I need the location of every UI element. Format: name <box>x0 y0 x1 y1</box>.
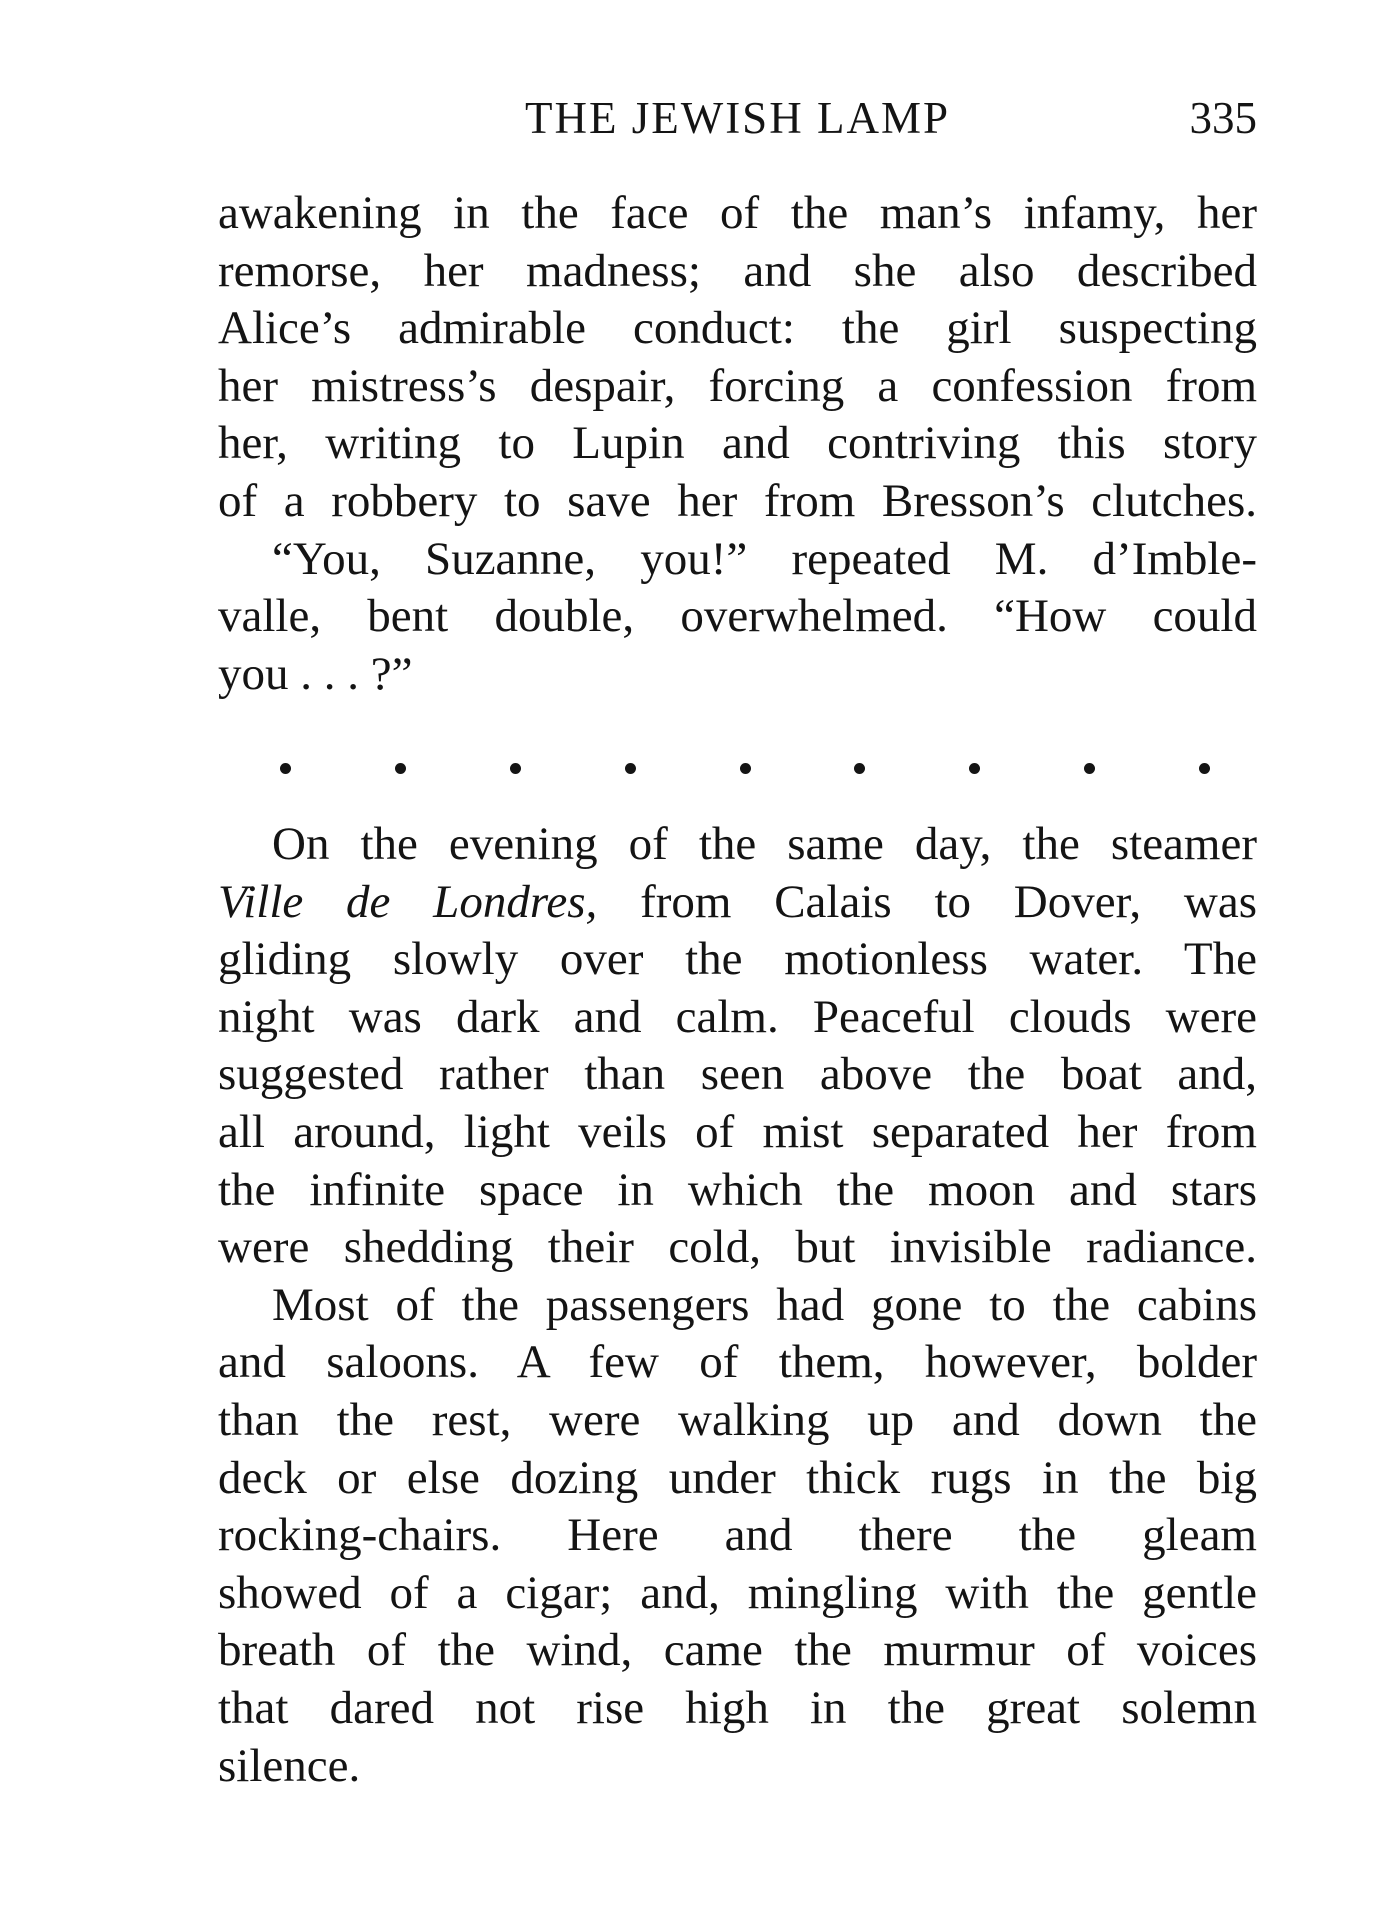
text-line: On the evening of the same day, the steamer <box>272 818 1257 870</box>
text-line: that dared not rise high in the great solemn <box>218 1681 1257 1734</box>
text-line: “You, Suzanne, you!” repeated M. d’Imble- <box>272 532 1257 585</box>
text-line: breath of the wind, came the murmur of voices <box>218 1624 1257 1677</box>
section-break-dot <box>854 763 865 774</box>
text-line: of a robbery to save her from Bresson’s clutches. <box>218 474 1257 527</box>
text-line: than the rest, were walking up and down the <box>218 1393 1257 1446</box>
text-line: gliding slowly over the motionless water. The <box>218 933 1257 986</box>
text-line: the infinite space in which the moon and stars <box>218 1163 1257 1216</box>
section-break-dot <box>740 763 751 774</box>
running-head <box>218 88 1257 148</box>
section-break-dot <box>969 763 980 774</box>
section-break-dot <box>1199 763 1210 774</box>
text-line <box>218 874 1257 932</box>
text-line: were shedding their cold, but invisible radiance. <box>218 1221 1257 1274</box>
section-break <box>280 758 1210 778</box>
text-line: night was dark and calm. Peaceful clouds were <box>218 990 1257 1043</box>
running-title: THE JEWISH LAMP <box>525 93 950 143</box>
ship-name: Ville de Londres, <box>218 875 598 928</box>
page-number: 335 <box>1189 93 1257 143</box>
section-break-dot <box>510 763 521 774</box>
text-line: remorse, her madness; and she also described <box>218 244 1257 297</box>
section-break-dot <box>280 763 291 774</box>
text-line: her, writing to Lupin and contriving this story <box>218 417 1257 470</box>
text-line: her mistress’s despair, forcing a confession from <box>218 359 1257 412</box>
section-break-dot <box>1084 763 1095 774</box>
text-line-rest: from Calais to Dover, was <box>597 875 1257 928</box>
section-break-dot <box>625 763 636 774</box>
text-line: valle, bent double, overwhelmed. “How could <box>218 590 1257 643</box>
section-break-dot <box>395 763 406 774</box>
text-line: and saloons. A few of them, however, bolder <box>218 1336 1257 1389</box>
text-line: silence. <box>218 1739 361 1792</box>
text-block-1 <box>218 185 1257 703</box>
text-block-2 <box>218 816 1257 1795</box>
text-line: showed of a cigar; and, mingling with the gentle <box>218 1566 1257 1619</box>
text-line: all around, light veils of mist separated her from <box>218 1105 1257 1158</box>
text-line: awakening in the face of the man’s infamy, her <box>218 187 1257 239</box>
text-line: rocking-chairs. Here and there the gleam <box>218 1509 1257 1562</box>
text-line: suggested rather than seen above the boat and, <box>218 1048 1257 1101</box>
text-line: you . . . ?” <box>218 647 413 700</box>
text-line: Alice’s admirable conduct: the girl suspecting <box>218 302 1257 355</box>
text-line: deck or else dozing under thick rugs in the big <box>218 1451 1257 1504</box>
text-line: Most of the passengers had gone to the cabins <box>272 1278 1257 1331</box>
